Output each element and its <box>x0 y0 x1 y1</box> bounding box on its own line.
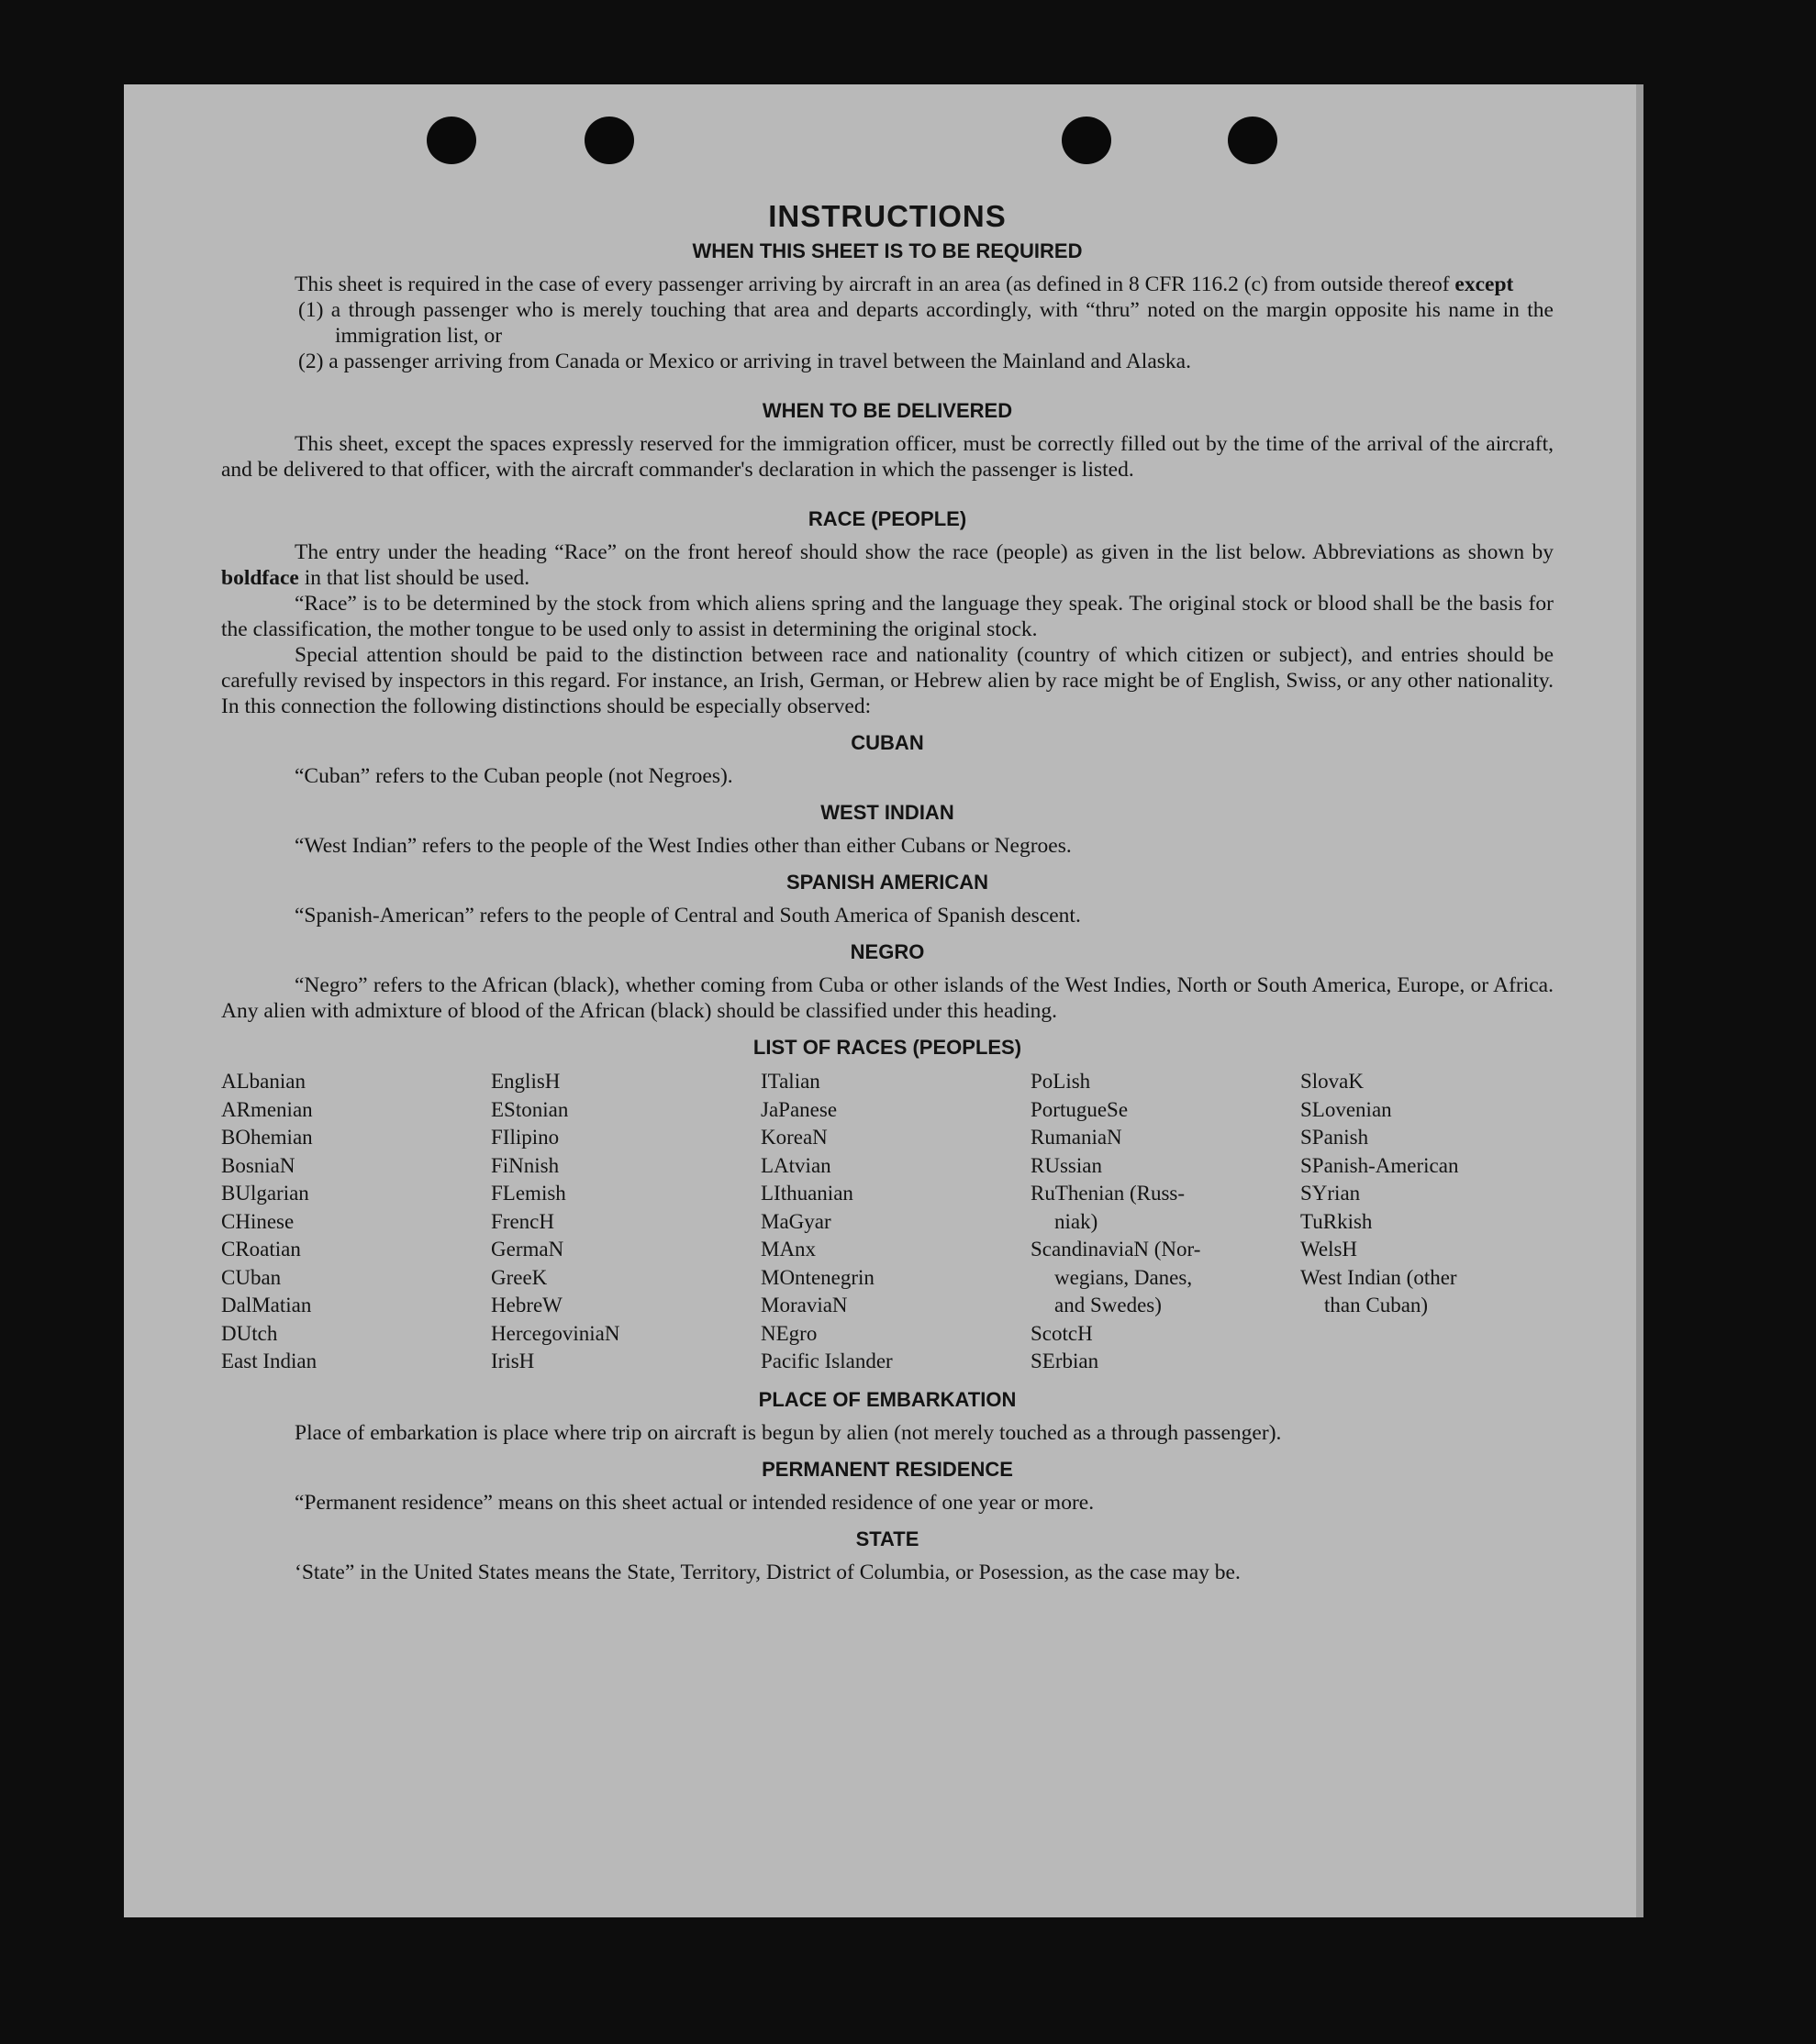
race-entry: GermaN <box>491 1238 564 1261</box>
delivered-text: This sheet, except the spaces expressly reserved for the immigration officer, must be correctly filled out by the time of the arrival of the aircraft, and be delivered to that officer, with the aircraft commander's declaration in which the passenger is listed. <box>221 432 1554 482</box>
race-entry: BUlgarian <box>221 1182 309 1205</box>
race-entry: wegians, Danes, <box>1054 1265 1193 1289</box>
instructions-content <box>221 199 1554 1585</box>
section-heading-race: RACE (PEOPLE) <box>808 507 967 530</box>
race-column-3 <box>761 1068 1031 1376</box>
race-entry: DUtch <box>221 1321 278 1345</box>
race-entry: SlovaK <box>1300 1070 1364 1093</box>
race-entry: niak) <box>1054 1209 1098 1233</box>
race-entry: BOhemian <box>221 1126 313 1149</box>
race-list <box>221 1068 1554 1376</box>
state-text: ‘State” in the United States means the State, Territory, District of Columbia, or Posession, as the case may be. <box>295 1560 1241 1584</box>
page-title: INSTRUCTIONS <box>768 199 1007 233</box>
race-entry: EnglisH <box>491 1070 561 1093</box>
race-entry: CHinese <box>221 1209 295 1233</box>
race-entry: EStonian <box>491 1097 569 1121</box>
race-entry: MoraviaN <box>761 1294 848 1316</box>
race-entry: East Indian <box>221 1350 318 1372</box>
punch-hole <box>1228 117 1277 164</box>
residence-text: “Permanent residence” means on this sheet actual or intended residence of one year or more. <box>295 1490 1095 1515</box>
race-entry: ARmenian <box>221 1097 313 1121</box>
section-heading-negro: NEGRO <box>850 940 925 963</box>
race-entry: SErbian <box>1031 1350 1099 1372</box>
punch-hole <box>1062 117 1111 164</box>
race-entry: MOntenegrin <box>761 1265 875 1289</box>
race-entry: FLemish <box>491 1182 566 1205</box>
required-item-2: (2) a passenger arriving from Canada or Mexico or arriving in travel between the Mainland and Alaska. <box>298 350 1191 373</box>
race-entry: ScotcH <box>1031 1321 1093 1345</box>
race-entry: and Swedes) <box>1054 1294 1162 1316</box>
race-entry: ScandinaviaN (Nor- <box>1031 1238 1201 1261</box>
race-entry: PortugueSe <box>1031 1097 1129 1121</box>
punch-hole <box>585 117 634 164</box>
race-entry: TuRkish <box>1300 1209 1373 1233</box>
section-heading-state: STATE <box>855 1527 919 1550</box>
section-heading-residence: PERMANENT RESIDENCE <box>762 1457 1013 1481</box>
race-entry: RumaniaN <box>1031 1126 1122 1149</box>
race-entry: RuThenian (Russ- <box>1031 1182 1186 1205</box>
race-entry: NEgro <box>761 1321 818 1345</box>
race-entry: SLovenian <box>1300 1097 1392 1121</box>
race-entry: WelsH <box>1300 1238 1358 1261</box>
race-entry: IrisH <box>491 1350 535 1372</box>
race-entry: ITalian <box>761 1070 820 1093</box>
embarkation-text: Place of embarkation is place where trip on aircraft is begun by alien (not merely touched as a through passenger). <box>295 1420 1282 1445</box>
race-paragraph-2: “Race” is to be determined by the stock from which aliens spring and the language they speak. The original stock or blood shall be the basis for the classification, the mother tongue to be used only to assist in determining the original stock. <box>221 592 1554 641</box>
race-entry: KoreaN <box>761 1126 828 1149</box>
race-column-1 <box>221 1068 491 1376</box>
cuban-text: “Cuban” refers to the Cuban people (not Negroes). <box>295 764 733 788</box>
section-heading-west-indian: WEST INDIAN <box>820 801 954 824</box>
race-entry: SYrian <box>1300 1182 1361 1205</box>
race-entry: MaGyar <box>761 1209 831 1233</box>
negro-text: “Negro” refers to the African (black), whether coming from Cuba or other islands of the West Indies, North or South America, Europe, or Africa. Any alien with admixture of blood of the African (black) should be classified under this heading. <box>221 973 1554 1023</box>
section-heading-delivered: WHEN TO BE DELIVERED <box>762 399 1013 422</box>
race-column-2 <box>491 1068 761 1376</box>
race-entry: Pacific Islander <box>761 1350 893 1372</box>
race-entry: CRoatian <box>221 1238 301 1261</box>
race-entry: GreeK <box>491 1265 548 1289</box>
west-indian-text: “West Indian” refers to the people of the West Indies other than either Cubans or Negroes. <box>295 834 1072 858</box>
spanish-american-text: “Spanish-American” refers to the people of Central and South America of Spanish descent. <box>295 904 1081 928</box>
race-column-4 <box>1031 1068 1300 1376</box>
race-entry: SPanish-American <box>1300 1153 1459 1177</box>
required-item-1: (1) a through passenger who is merely touching that area and departs accordingly, with “thru” noted on the margin opposite his name in the immigration list, or <box>298 298 1554 348</box>
race-entry: MAnx <box>761 1238 817 1261</box>
section-heading-required: WHEN THIS SHEET IS TO BE REQUIRED <box>692 239 1083 262</box>
race-entry: FrencH <box>491 1209 554 1233</box>
race-entry: ALbanian <box>221 1070 306 1093</box>
section-heading-spanish-american: SPANISH AMERICAN <box>785 871 988 894</box>
race-entry: HebreW <box>491 1294 563 1316</box>
document-sheet <box>124 84 1643 1917</box>
punch-hole <box>427 117 476 164</box>
race-paragraph-1: The entry under the heading “Race” on the front hereof should show the race (people) as given in the list below. Abbreviations as shown by boldface in that list should be used. <box>221 540 1554 590</box>
race-entry: SPanish <box>1300 1126 1369 1149</box>
section-heading-embarkation: PLACE OF EMBARKATION <box>758 1387 1017 1411</box>
required-intro: This sheet is required in the case of every passenger arriving by aircraft in an area (as defined in 8 CFR 116.2 (c) from outside thereof except <box>295 272 1514 296</box>
race-column-5 <box>1300 1068 1554 1376</box>
race-entry: LIthuanian <box>761 1182 853 1205</box>
race-entry: RUssian <box>1031 1153 1102 1177</box>
race-entry: HercegoviniaN <box>491 1321 620 1345</box>
race-entry: West Indian (other <box>1300 1265 1457 1289</box>
race-entry: CUban <box>221 1265 282 1289</box>
race-entry: PoLish <box>1031 1070 1091 1093</box>
race-entry: FiNnish <box>491 1153 560 1177</box>
race-entry: FIlipino <box>491 1126 560 1149</box>
race-entry: JaPanese <box>761 1097 838 1121</box>
race-entry: DalMatian <box>221 1294 312 1316</box>
section-heading-cuban: CUBAN <box>851 731 924 754</box>
section-heading-list: LIST OF RACES (PEOPLES) <box>752 1036 1022 1059</box>
race-entry: LAtvian <box>761 1153 831 1177</box>
race-entry: BosniaN <box>221 1153 295 1177</box>
race-entry: than Cuban) <box>1324 1294 1429 1316</box>
race-paragraph-3: Special attention should be paid to the distinction between race and nationality (country of which citizen or subject), and entries should be carefully revised by inspectors in this regard. For instance, an Irish, German, or Hebrew alien by race might be of English, Swiss, or any other nationality. In this connection the following distinctions should be especially observed: <box>221 643 1554 718</box>
